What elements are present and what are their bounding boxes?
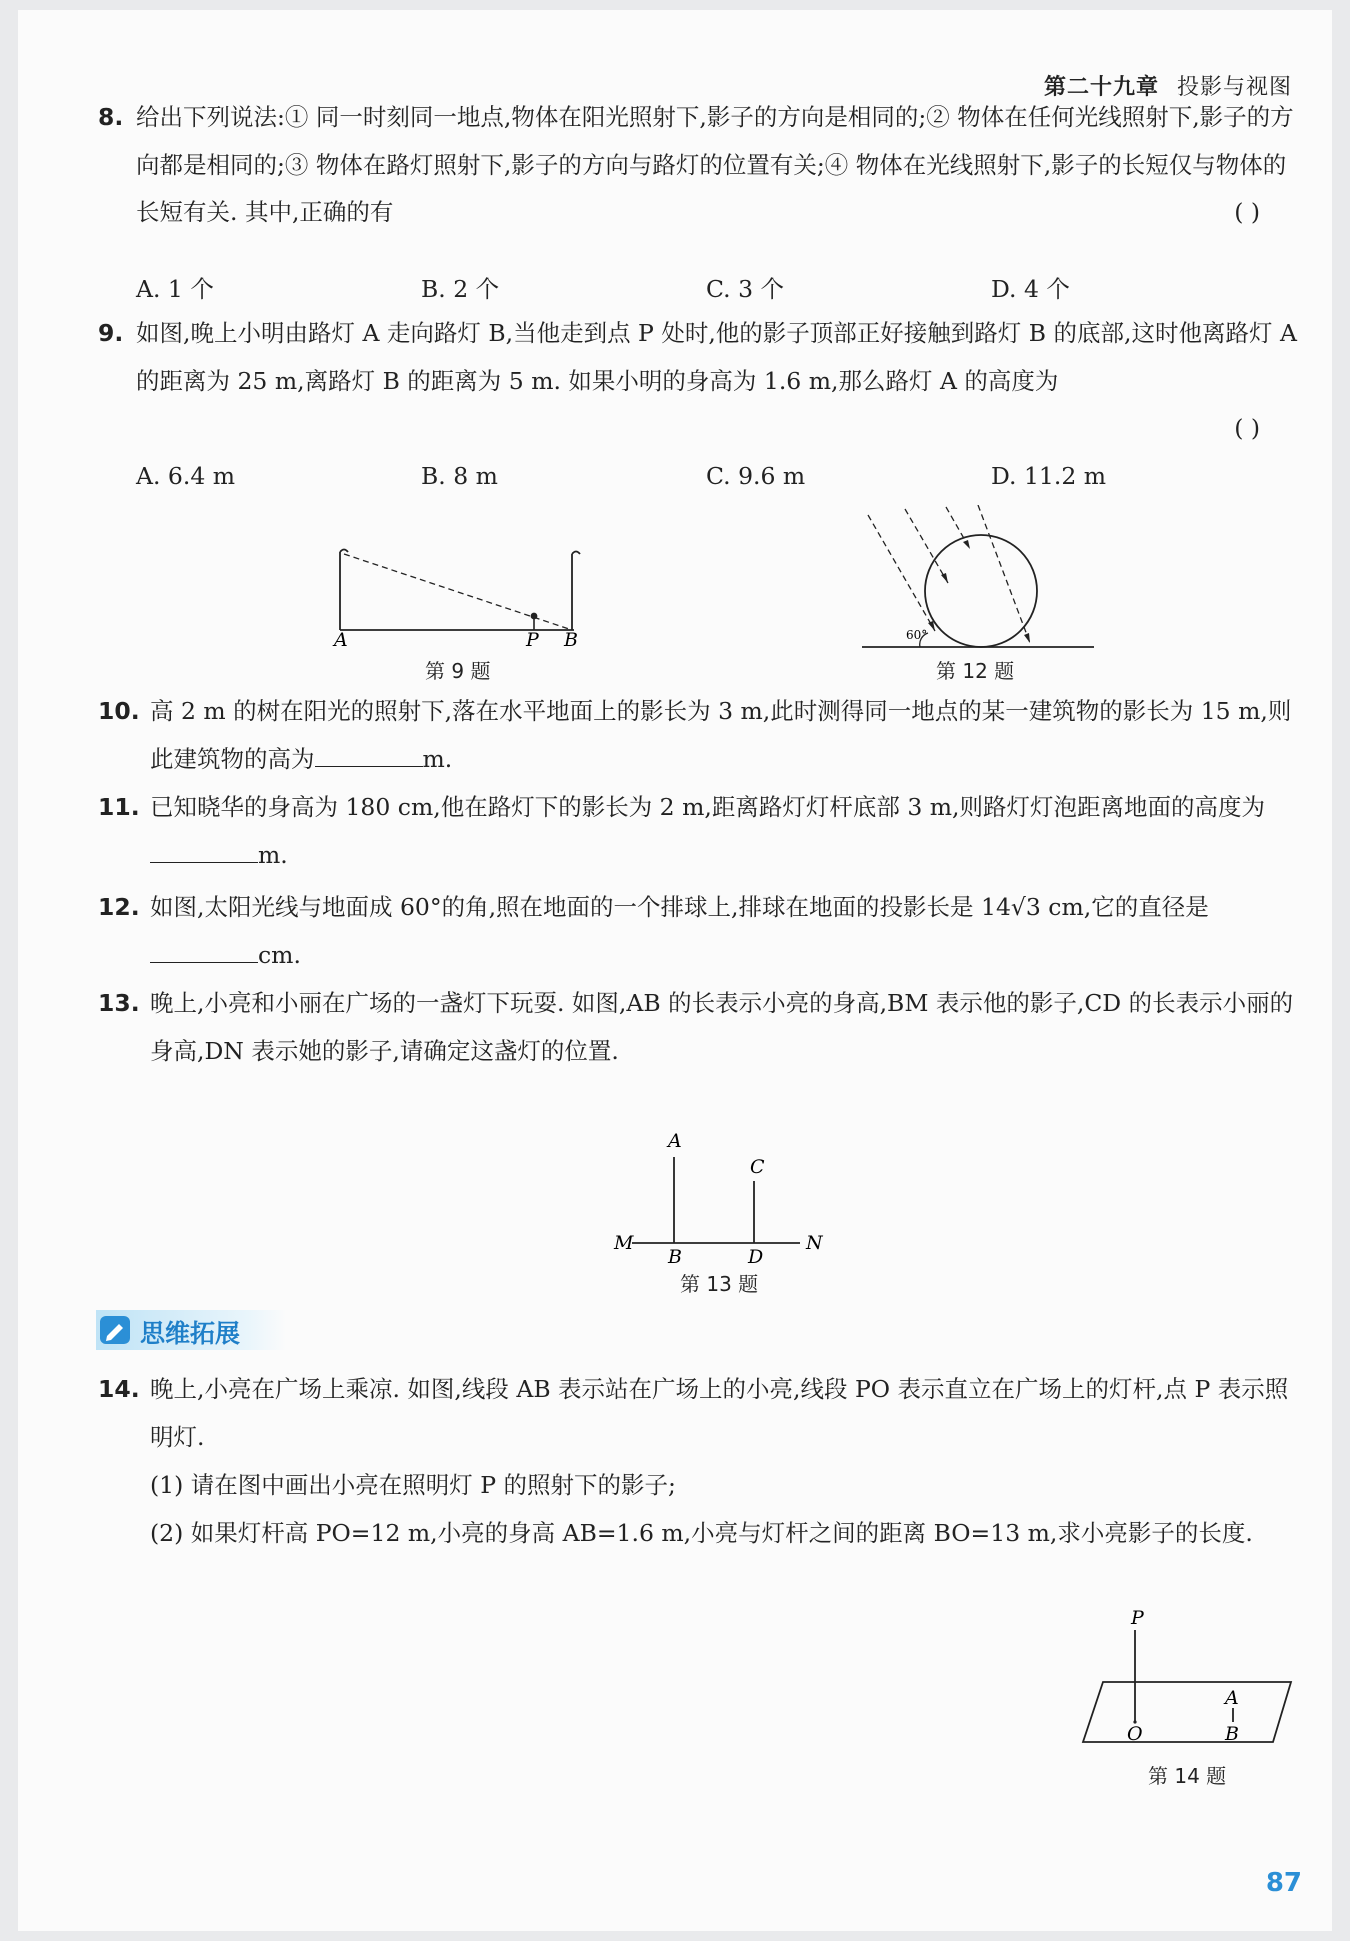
answer-paren: ( ) (1234, 414, 1260, 442)
chapter-title: 投影与视图 (1176, 75, 1292, 100)
question-8 (98, 94, 1298, 237)
q14-sub-1: (1) 请在图中画出小亮在照明灯 P 的照射下的影子; (150, 1471, 676, 1499)
option-a: A. 6.4 m (136, 462, 236, 490)
question-text: 晚上,小亮和小丽在广场的一盏灯下玩耍. 如图,AB 的长表示小亮的身高,BM 表示他的影子,CD 的长表示小丽的身高,DN 表示她的影子,请确定这盏灯的位置. (150, 989, 1294, 1065)
arrowhead (941, 573, 948, 583)
section-title: 思维拓展 (140, 1319, 241, 1348)
question-13 (98, 980, 1298, 1075)
question-number: 14. (98, 1375, 140, 1403)
label-p: P (526, 629, 539, 650)
option-c: C. 9.6 m (706, 462, 806, 490)
question-text: 高 2 m 的树在阳光的照射下,落在水平地面上的影长为 3 m,此时测得同一地点的某一建筑物的影长为 15 m,则此建筑物的高为 (150, 697, 1292, 773)
question-14 (98, 1366, 1298, 1461)
label-b: B (564, 629, 578, 650)
label-a: A (1225, 1687, 1239, 1709)
pencil-icon (100, 1316, 130, 1344)
question-number: 8. (98, 103, 124, 131)
label-c: C (750, 1156, 765, 1178)
sun-ray-2 (905, 509, 948, 583)
answer-blank[interactable] (150, 940, 258, 963)
figure-12-caption: 第 12 题 (936, 659, 1015, 683)
question-11 (98, 784, 1298, 879)
sun-ray-1 (868, 515, 935, 631)
q9-options (136, 462, 1286, 490)
label-p: P (1131, 1607, 1144, 1629)
sun-ray-4 (978, 505, 1030, 643)
chapter-number: 第二十九章 (1043, 75, 1159, 100)
person-head (532, 614, 537, 619)
question-text: 已知晓华的身高为 180 cm,他在路灯下的影长为 2 m,距离路灯灯杆底部 3 m,则路灯灯泡距离地面的高度为 (150, 793, 1265, 821)
label-a: A (668, 1130, 682, 1152)
label-a: A (334, 629, 348, 650)
question-number: 13. (98, 989, 140, 1017)
arrowhead (963, 540, 970, 549)
option-a: A. 1 个 (136, 275, 214, 303)
figure-13-caption: 第 13 题 (680, 1272, 759, 1296)
answer-blank[interactable] (315, 744, 423, 767)
volleyball (925, 535, 1037, 647)
label-n: N (806, 1232, 823, 1254)
question-text: 如图,太阳光线与地面成 60°的角,照在地面的一个排球上,排球在地面的投影长是 14√3 cm,它的直径是 (150, 893, 1209, 921)
option-b: B. 2 个 (421, 275, 500, 303)
unit-text: cm. (258, 940, 301, 969)
question-9 (98, 310, 1298, 442)
figure-14 (1075, 1600, 1305, 1760)
question-number: 9. (98, 319, 124, 347)
q8-options (136, 270, 1286, 304)
option-d: D. 11.2 m (991, 462, 1107, 490)
arrowhead (1024, 633, 1030, 643)
unit-text: m. (258, 840, 288, 869)
option-d: D. 4 个 (991, 275, 1070, 303)
lamp-a-head (340, 550, 348, 553)
question-text: 给出下列说法:① 同一时刻同一地点,物体在阳光照射下,影子的方向是相同的;② 物体在任何光线照射下,影子的方向都是相同的;③ 物体在路灯照射下,影子的方向与路灯的位置有关;④ 物体在光线照射下,影子的长短仅与物体的长短有关. 其中,正确的有 (136, 103, 1294, 226)
question-12 (98, 884, 1298, 979)
figure-12 (858, 505, 1098, 655)
question-number: 12. (98, 893, 140, 921)
angle-label: 60° (906, 628, 928, 642)
question-text: 晚上,小亮在广场上乘凉. 如图,线段 AB 表示站在广场上的小亮,线段 PO 表示直立在广场上的灯杆,点 P 表示照明灯. (150, 1375, 1289, 1451)
answer-paren: ( ) (1234, 198, 1260, 226)
figure-14-caption: 第 14 题 (1148, 1764, 1227, 1788)
label-b: B (668, 1246, 682, 1265)
q14-sub-2: (2) 如果灯杆高 PO=12 m,小亮的身高 AB=1.6 m,小亮与灯杆之间的距离 BO=13 m,求小亮影子的长度. (150, 1519, 1253, 1547)
question-number: 11. (98, 793, 140, 821)
page-number: 87 (1265, 1868, 1302, 1898)
answer-blank[interactable] (150, 840, 258, 863)
light-ray (344, 554, 572, 630)
unit-text: m. (422, 744, 453, 773)
figure-9 (320, 540, 590, 650)
label-o: O (1127, 1723, 1143, 1745)
label-b: B (1225, 1723, 1239, 1745)
option-b: B. 8 m (421, 462, 498, 490)
lamp-b-head (572, 552, 580, 555)
label-m: M (614, 1232, 634, 1254)
figure-9-caption: 第 9 题 (425, 659, 491, 683)
question-10 (98, 688, 1298, 783)
question-number: 10. (98, 697, 140, 725)
section-header (96, 1310, 286, 1350)
figure-13 (610, 1125, 840, 1265)
option-c: C. 3 个 (706, 275, 785, 303)
label-d: D (748, 1246, 764, 1265)
plaza-plane (1083, 1682, 1291, 1742)
question-text: 如图,晚上小明由路灯 A 走向路灯 B,当他走到点 P 处时,他的影子顶部正好接触到路灯 B 的底部,这时他离路灯 A 的距离为 25 m,离路灯 B 的距离为 5 m. 如果小明的身高为 1.6 m,那么路灯 A 的高度为 (136, 319, 1297, 395)
